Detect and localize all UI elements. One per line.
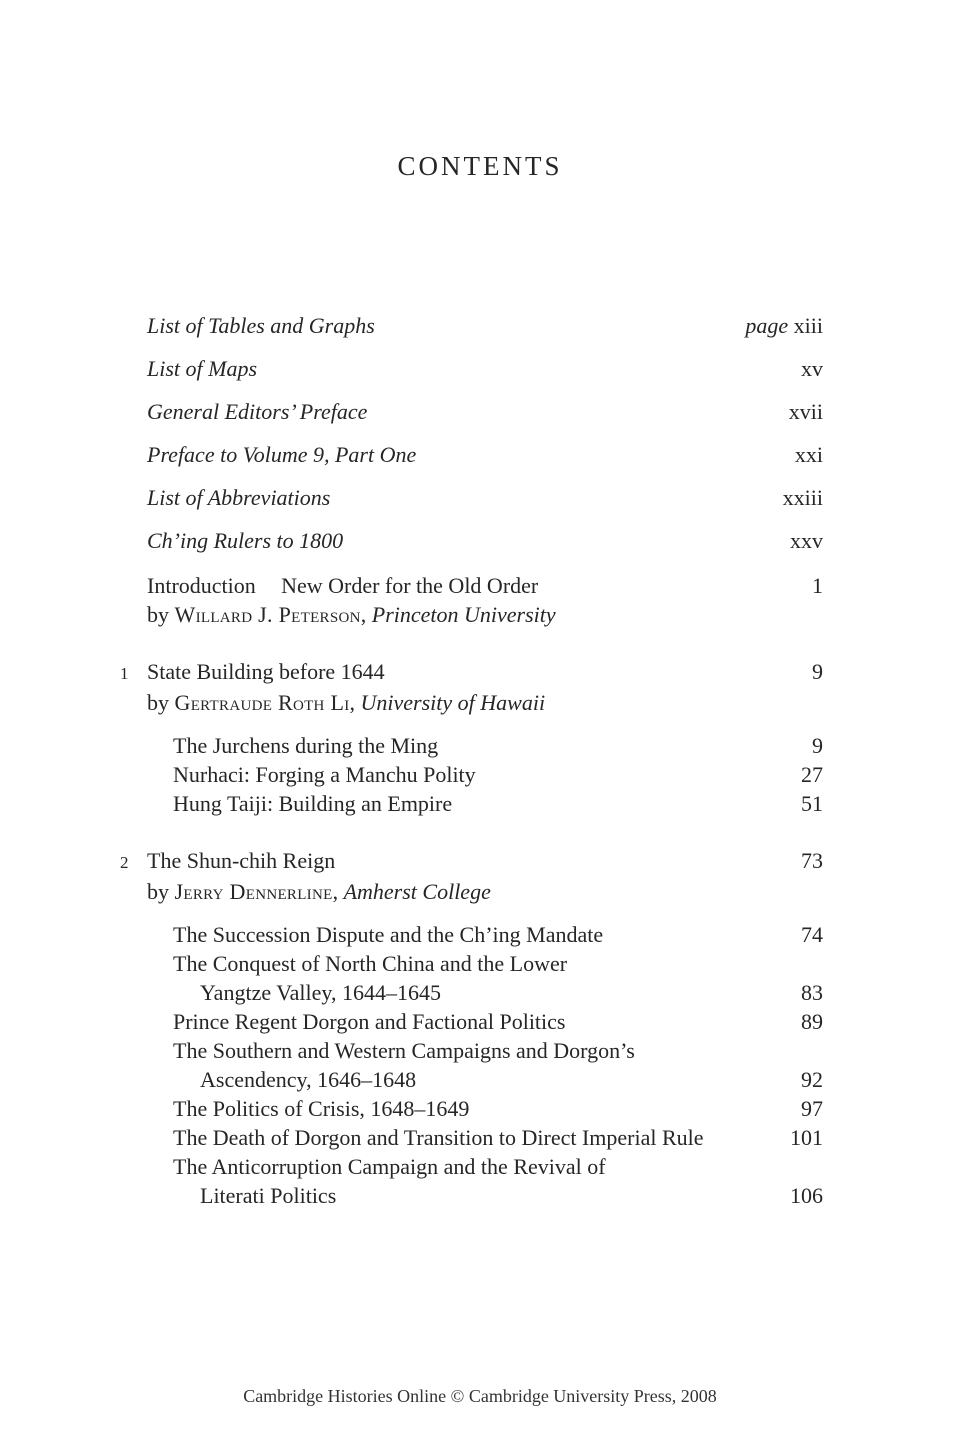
entry-page-number xyxy=(745,311,823,340)
front-matter-row xyxy=(0,526,960,555)
page-roman-numeral: xiii xyxy=(793,313,823,338)
footer-credit: Cambridge Histories Online © Cambridge University Press, 2008 xyxy=(243,1386,717,1406)
by-word: by xyxy=(147,879,169,904)
entry-page-number: xxi xyxy=(794,442,823,467)
section-page-number: 9 xyxy=(812,733,823,758)
entry-label: List of Abbreviations xyxy=(147,485,331,510)
section-row xyxy=(0,789,960,818)
chapter-entry-1 xyxy=(0,657,960,818)
author-line xyxy=(0,877,960,906)
section-row xyxy=(0,731,960,760)
page-word: page xyxy=(745,313,789,338)
section-page-number: 97 xyxy=(801,1096,823,1121)
author-separator: , xyxy=(349,690,356,715)
section-label: Prince Regent Dorgon and Factional Politics xyxy=(173,1009,566,1034)
chapter-sections xyxy=(0,731,960,818)
section-label: Literati Politics xyxy=(200,1183,337,1208)
front-matter-row xyxy=(0,354,960,383)
introduction-title: New Order for the Old Order xyxy=(281,573,539,598)
section-page-number: 106 xyxy=(790,1183,823,1208)
section-page-number: 51 xyxy=(801,791,823,816)
section-label: The Jurchens during the Ming xyxy=(173,733,439,758)
section-page-number: 89 xyxy=(801,1009,823,1034)
entry-label: List of Tables and Graphs xyxy=(147,313,375,338)
front-matter-row xyxy=(0,397,960,426)
by-word: by xyxy=(147,602,169,627)
author-affiliation: Princeton University xyxy=(371,602,556,627)
author-name: Jerry Dennerline xyxy=(174,879,333,904)
entry-page-number: 1 xyxy=(812,573,823,598)
chapter-number: 1 xyxy=(120,664,129,683)
chapter-number: 2 xyxy=(120,853,129,872)
section-row-continuation xyxy=(0,1181,960,1210)
entry-page-number: xxv xyxy=(790,528,823,553)
entry-label xyxy=(120,846,335,877)
author-separator: , xyxy=(332,879,339,904)
section-label: Ascendency, 1646–1648 xyxy=(200,1067,417,1092)
front-matter-row xyxy=(0,440,960,469)
author-line xyxy=(0,600,960,629)
chapter-sections xyxy=(0,920,960,1210)
by-word: by xyxy=(147,690,169,715)
entry-label: Preface to Volume 9, Part One xyxy=(147,442,417,467)
entry-label: List of Maps xyxy=(147,356,258,381)
entry-page-number: 73 xyxy=(801,848,823,873)
page-title: CONTENTS xyxy=(397,151,563,181)
entry-label xyxy=(147,571,538,600)
entry-page-number: xv xyxy=(801,356,823,381)
chapter-title: State Building before 1644 xyxy=(147,659,385,684)
section-row xyxy=(0,1094,960,1123)
section-label: The Death of Dorgon and Transition to Direct Imperial Rule xyxy=(173,1125,704,1150)
section-row-continuation xyxy=(0,1065,960,1094)
section-page-number: 74 xyxy=(801,922,823,947)
entry-page-number: 9 xyxy=(812,659,823,684)
introduction-title-row xyxy=(0,571,960,600)
section-page-number: 83 xyxy=(801,980,823,1005)
front-matter-row xyxy=(0,311,960,340)
section-row xyxy=(0,949,960,978)
section-label: Nurhaci: Forging a Manchu Polity xyxy=(173,762,476,787)
introduction-entry xyxy=(0,571,960,629)
section-label: The Southern and Western Campaigns and Dorgon’s xyxy=(173,1038,635,1063)
front-matter-list xyxy=(0,311,960,555)
front-matter-row xyxy=(0,483,960,512)
entry-label xyxy=(120,657,385,688)
section-row-continuation xyxy=(0,978,960,1007)
author-affiliation: University of Hawaii xyxy=(360,690,546,715)
section-label: Yangtze Valley, 1644–1645 xyxy=(200,980,441,1005)
section-page-number: 101 xyxy=(790,1125,823,1150)
section-label: The Conquest of North China and the Lower xyxy=(173,951,568,976)
entry-page-number: xvii xyxy=(788,399,823,424)
chapter-title: The Shun-chih Reign xyxy=(147,848,336,873)
section-row xyxy=(0,1036,960,1065)
entry-page-number: xxiii xyxy=(782,485,823,510)
section-label: Hung Taiji: Building an Empire xyxy=(173,791,453,816)
chapter-title-row xyxy=(0,657,960,688)
chapter-entry-2 xyxy=(0,846,960,1210)
section-row xyxy=(0,1152,960,1181)
section-label: The Succession Dispute and the Ch’ing Mandate xyxy=(173,922,604,947)
section-row xyxy=(0,760,960,789)
author-name: Gertraude Roth Li xyxy=(174,690,350,715)
introduction-label: Introduction xyxy=(147,573,256,598)
author-separator: , xyxy=(360,602,367,627)
entry-label: General Editors’ Preface xyxy=(147,399,368,424)
section-page-number: 92 xyxy=(801,1067,823,1092)
entry-label: Ch’ing Rulers to 1800 xyxy=(147,528,344,553)
section-label: The Anticorruption Campaign and the Revival of xyxy=(173,1154,606,1179)
author-line xyxy=(0,688,960,717)
author-affiliation: Amherst College xyxy=(343,879,491,904)
section-page-number: 27 xyxy=(801,762,823,787)
section-row xyxy=(0,920,960,949)
section-row xyxy=(0,1007,960,1036)
author-name: Willard J. Peterson xyxy=(174,602,361,627)
section-label: The Politics of Crisis, 1648–1649 xyxy=(173,1096,470,1121)
chapter-title-row xyxy=(0,846,960,877)
section-row xyxy=(0,1123,960,1152)
